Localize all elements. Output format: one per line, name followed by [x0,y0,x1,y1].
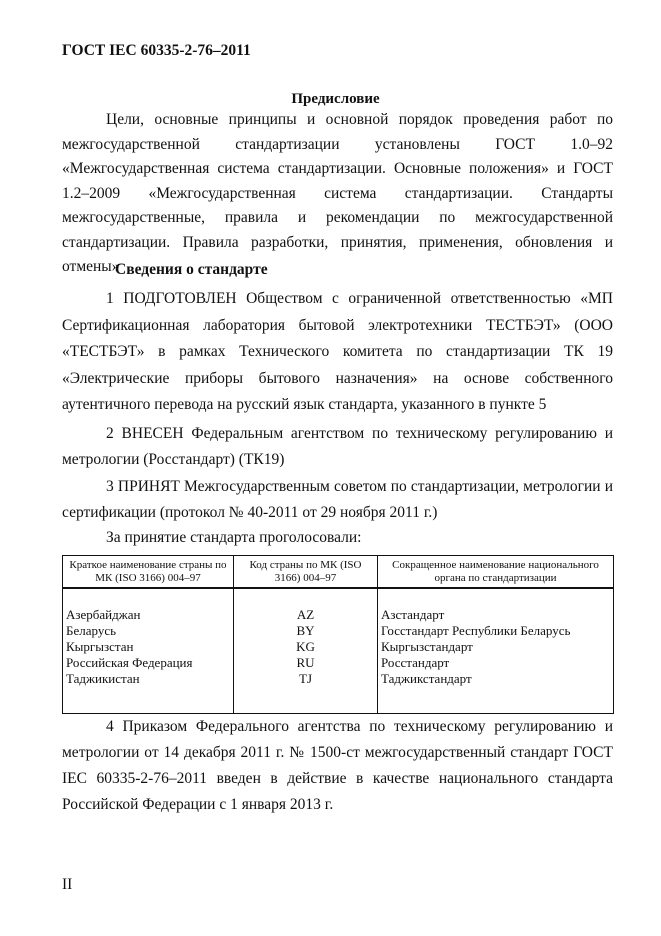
voting-table-header [63,556,614,589]
header-country: Краткое наименование страны по МК (ISO 3166) 004–97 [63,556,234,589]
table-row [63,623,614,639]
preface-text: Цели, основные принципы и основной порядок проведения работ по межгосударственной стандартизации установлены ГОСТ 1.0–92 «Межгосударственная система стандартизации. Основные положения» и ГОСТ 1.2–2009 «Межгосударственная система стандартизации. Стандарты межгосударственные, правила и рекомендации по межгосударственной стандартизации. Правила разработки, принятия, применения, обновления и отмены» [62,111,613,275]
country-cell: Российская Федерация [63,655,234,671]
country-cell: Таджикистан [63,671,234,714]
body-cell: Госстандарт Республики Беларусь [378,623,614,639]
vote-intro: За принятие стандарта проголосовали: [106,529,362,546]
document-header: ГОСТ IEC 60335-2-76–2011 [62,42,251,59]
table-row [63,655,614,671]
header-code: Код страны по МК (ISO 3166) 004–97 [234,556,378,589]
header-body: Сокращенное наименование национального органа по стандартизации [378,556,614,589]
body-cell: Таджикстандарт [378,671,614,714]
country-cell: Кыргызстан [63,639,234,655]
code-cell: TJ [234,671,378,714]
info-item-1: 1 ПОДГОТОВЛЕН Обществом с ограниченной ответственностью «МП Сертификационная лаборатория бытовой электротехники ТЕСТБЭТ» (ООО «ТЕСТБЭТ» в рамках Технического комитета по стандартизации ТК 19 «Электрические приборы бытового назначения» на основе собственного аутентичного перевода на русский язык стандарта, указанного в пункте 5 [62,290,613,413]
standard-info-title: Сведения о стандарте [115,261,268,278]
table-row [63,671,614,714]
body-cell: Кыргызстандарт [378,639,614,655]
voting-table [62,555,614,714]
body-cell: Росстандарт [378,655,614,671]
table-row [63,639,614,655]
page-number: II [62,876,73,893]
preface-title: Предисловие [291,91,380,107]
info-item-4: 4 Приказом Федерального агентства по техническому регулированию и метрологии от 14 декабря 2011 г. № 1500-ст межгосударственный стандарт ГОСТ IEC 60335-2-76–2011 введен в действие в качестве национального стандарта Российской Федерации с 1 января 2013 г. [62,718,613,813]
info-item-2: 2 ВНЕСЕН Федеральным агентством по техническому регулированию и метрологии (Росстандарт) (ТК19) [62,425,613,468]
table-row [63,588,614,623]
code-cell: KG [234,639,378,655]
code-cell: RU [234,655,378,671]
info-item-3: 3 ПРИНЯТ Межгосударственным советом по стандартизации, метрологии и сертификации (протокол № 40-2011 от 29 ноября 2011 г.) [62,478,613,521]
country-cell: Беларусь [63,623,234,639]
body-cell: Азстандарт [378,588,614,623]
country-cell: Азербайджан [63,588,234,623]
code-cell: AZ [234,588,378,623]
code-cell: BY [234,623,378,639]
